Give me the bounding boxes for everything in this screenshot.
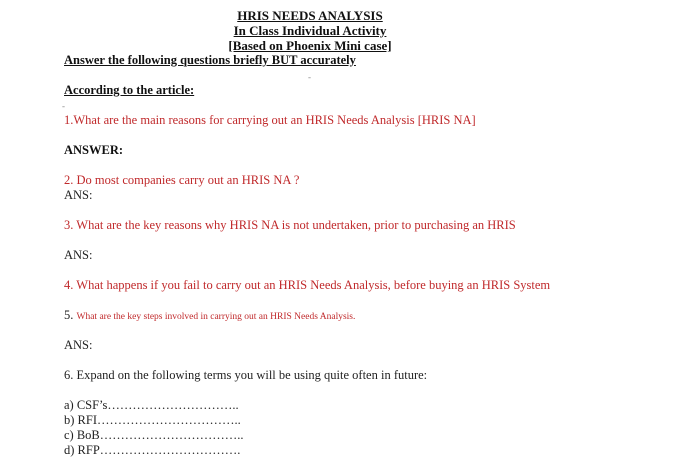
- case-reference: [Based on Phoenix Mini case]: [228, 38, 392, 53]
- question-2: 2. Do most companies carry out an HRIS NA ?: [64, 173, 300, 187]
- question-5-text: What are the key steps involved in carrying out an HRIS Needs Analysis.: [76, 312, 356, 322]
- question-2-answer-label: ANS:: [64, 188, 93, 202]
- term-rfp: d) RFP…………………………….: [64, 443, 241, 457]
- term-csf: a) CSF’s…………………………..: [64, 398, 239, 412]
- question-5: [64, 308, 355, 323]
- stray-mark-2: -: [62, 101, 65, 111]
- question-1: 1.What are the main reasons for carrying out an HRIS Needs Analysis [HRIS NA]: [64, 113, 476, 127]
- question-6: 6. Expand on the following terms you will be using quite often in future:: [64, 368, 428, 382]
- question-5-number: 5.: [64, 308, 74, 322]
- question-3: 3. What are the key reasons why HRIS NA is not undertaken, prior to purchasing an HRIS: [64, 218, 516, 232]
- stray-mark: -: [308, 72, 311, 82]
- answer-label: ANSWER:: [64, 143, 124, 157]
- instruction-text: Answer the following questions briefly BUT accurately: [64, 53, 356, 67]
- document-subtitle: In Class Individual Activity: [233, 23, 387, 38]
- question-5-answer-label: ANS:: [64, 338, 93, 352]
- document-title: HRIS NEEDS ANALYSIS: [237, 8, 383, 23]
- term-bob: c) BoB……………………………..: [64, 428, 244, 442]
- section-heading: According to the article:: [64, 83, 195, 97]
- term-rfi: b) RFI……………………………..: [64, 413, 241, 427]
- question-4: 4. What happens if you fail to carry out an HRIS Needs Analysis, before buying an HRIS System: [64, 278, 551, 292]
- question-3-answer-label: ANS:: [64, 248, 93, 262]
